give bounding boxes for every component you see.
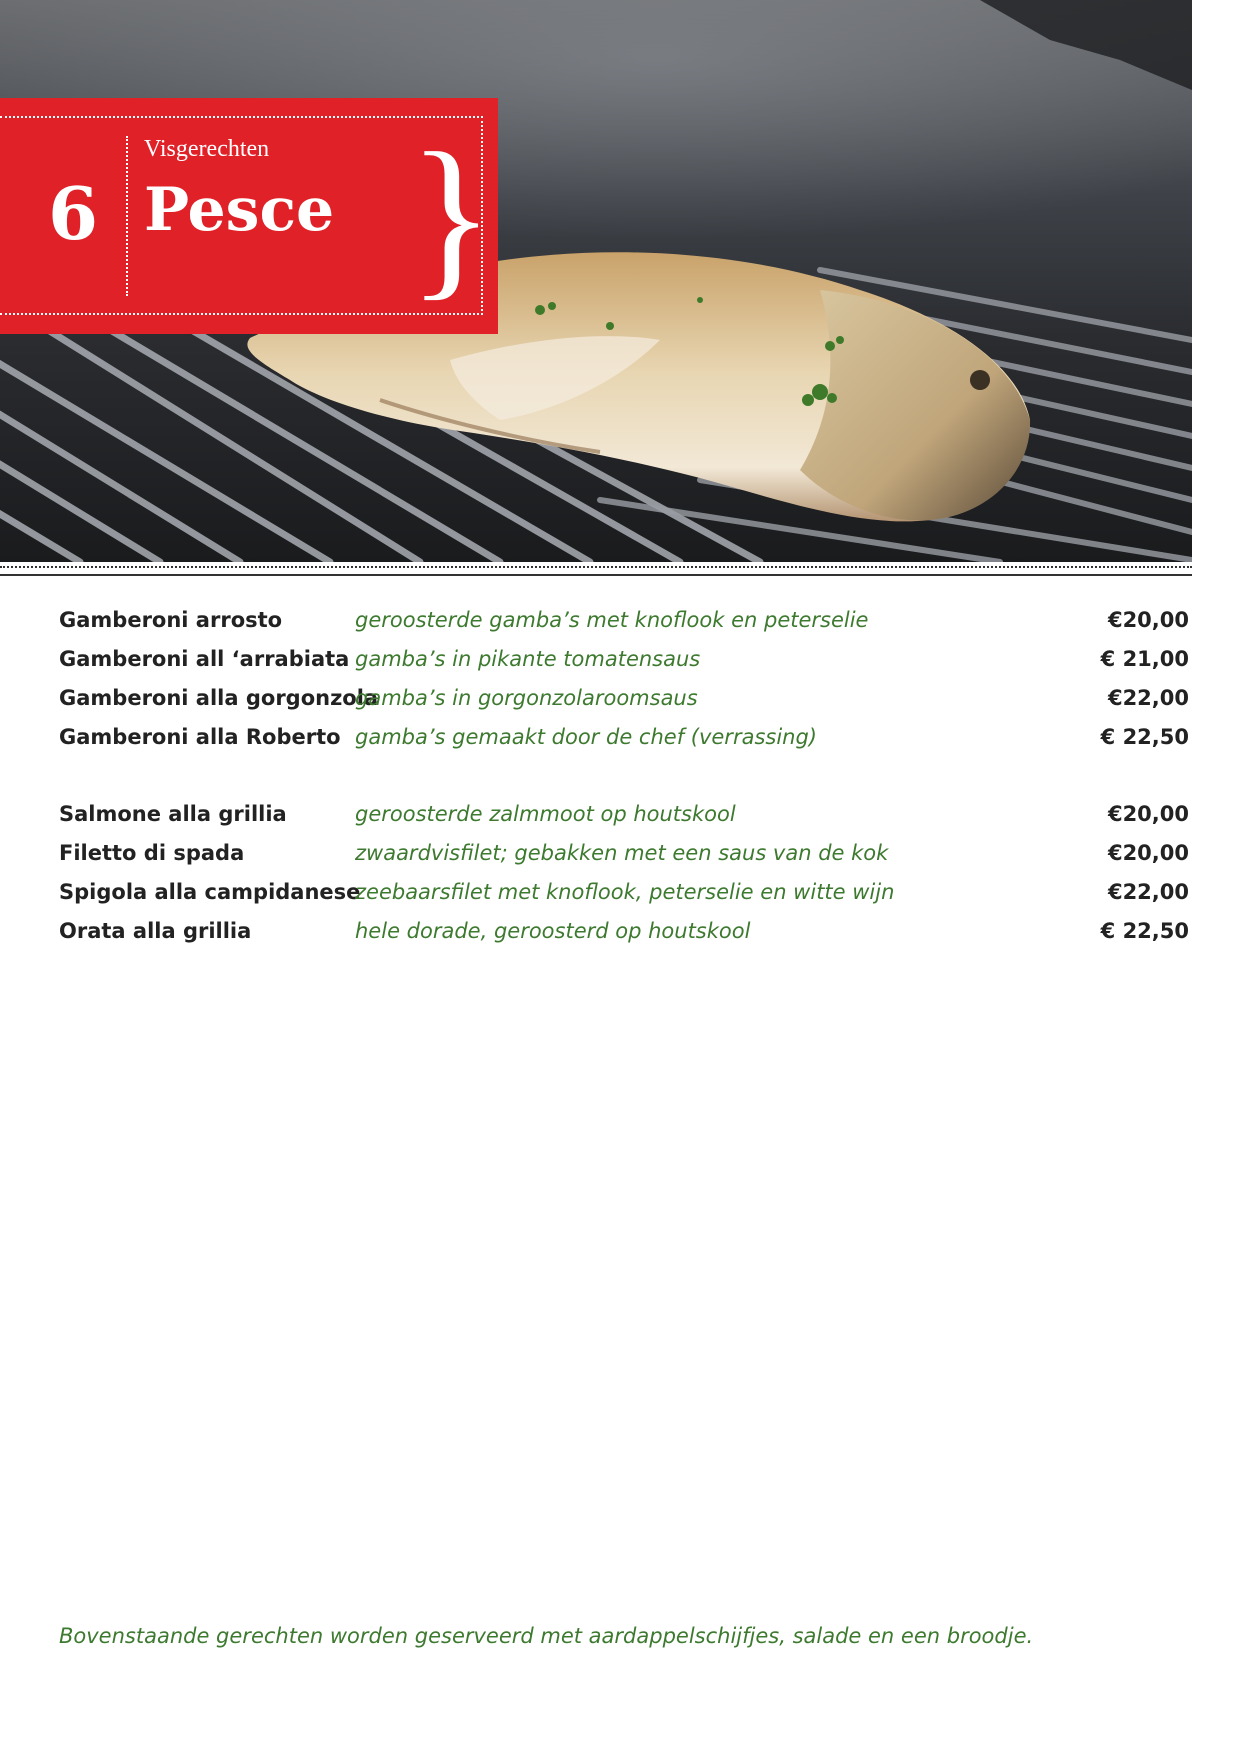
menu-group-fish <box>59 798 1189 954</box>
dish-description: zeebaarsfilet met knoflook, peterselie en witte wijn <box>355 880 895 904</box>
badge-divider <box>126 136 128 296</box>
dish-description: zwaardvisfilet; gebakken met een saus van de kok <box>355 841 889 865</box>
dish-price: €20,00 <box>1107 841 1189 865</box>
dish-name: Filetto di spada <box>59 841 245 865</box>
dish-description: gamba’s in pikante tomatensaus <box>355 647 701 671</box>
dish-price: €20,00 <box>1107 802 1189 826</box>
menu-item <box>59 876 1189 915</box>
dish-name: Salmone alla grillia <box>59 802 287 826</box>
menu-item <box>59 915 1189 954</box>
dish-description: geroosterde zalmmoot op houtskool <box>355 802 736 826</box>
menu-item <box>59 798 1189 837</box>
dish-price: € 22,50 <box>1100 919 1189 943</box>
dotted-divider <box>0 566 1192 568</box>
dish-name: Gamberoni all ‘arrabiata <box>59 647 350 671</box>
dish-price: € 21,00 <box>1100 647 1189 671</box>
menu-item <box>59 682 1189 721</box>
solid-divider <box>0 574 1192 576</box>
menu-item <box>59 721 1189 760</box>
dish-description: gamba’s in gorgonzolaroomsaus <box>355 686 698 710</box>
dish-price: €22,00 <box>1107 880 1189 904</box>
dish-name: Gamberoni alla Roberto <box>59 725 341 749</box>
dish-description: hele dorade, geroosterd op houtskool <box>355 919 751 943</box>
serving-footnote: Bovenstaande gerechten worden geserveerd met aardappelschijfjes, salade en een broodje. <box>59 1624 1034 1648</box>
menu-list <box>59 604 1189 992</box>
dish-price: €20,00 <box>1107 608 1189 632</box>
dish-name: Gamberoni arrosto <box>59 608 283 632</box>
brace-decoration: } <box>408 116 495 315</box>
section-number: 6 <box>48 171 99 256</box>
dish-name: Orata alla grillia <box>59 919 252 943</box>
menu-item <box>59 643 1189 682</box>
section-header-badge <box>0 98 498 334</box>
dish-price: €22,00 <box>1107 686 1189 710</box>
menu-item <box>59 837 1189 876</box>
dish-description: gamba’s gemaakt door de chef (verrassing) <box>355 725 817 749</box>
dish-name: Spigola alla campidanese <box>59 880 361 904</box>
section-title: Pesce <box>144 175 335 245</box>
menu-item <box>59 604 1189 643</box>
dish-description: geroosterde gamba’s met knoflook en peterselie <box>355 608 869 632</box>
dish-price: € 22,50 <box>1100 725 1189 749</box>
menu-group-gamberoni <box>59 604 1189 760</box>
section-subtitle: Visgerechten <box>144 136 270 162</box>
dish-name: Gamberoni alla gorgonzola <box>59 686 379 710</box>
